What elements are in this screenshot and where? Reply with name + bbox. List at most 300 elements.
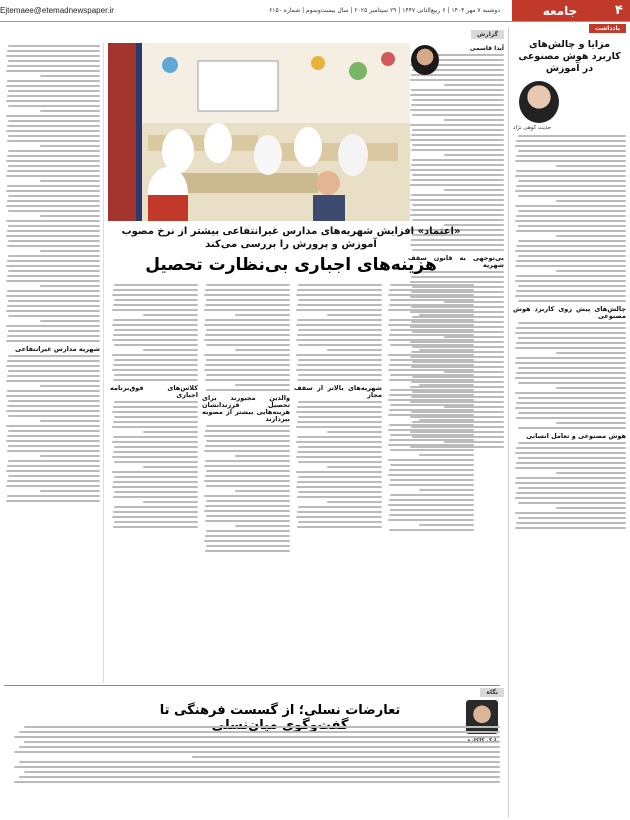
text-line: [327, 466, 382, 468]
text-line: [296, 441, 382, 443]
section-email[interactable]: Ejtemaee@etemadnewspaper.ir: [0, 6, 114, 15]
text-line: [7, 125, 100, 127]
text-line: [389, 394, 474, 396]
text-line: [8, 415, 100, 417]
text-line: [6, 100, 100, 102]
text-line: [516, 477, 626, 479]
text-line: [298, 284, 382, 286]
text-line: [388, 444, 474, 446]
text-line: [40, 420, 100, 422]
text-line: [7, 375, 100, 377]
text-line: [205, 535, 290, 537]
text-line: [205, 475, 290, 477]
text-line: [298, 461, 382, 463]
text-line: [204, 495, 290, 497]
text-line: [515, 482, 626, 484]
text-line: [6, 175, 100, 177]
text-line: [296, 471, 382, 473]
text-line: [6, 365, 100, 367]
text-line: [410, 199, 504, 201]
text-line: [296, 339, 382, 341]
text-line: [206, 515, 290, 517]
text-line: [518, 457, 626, 459]
text-line: [515, 392, 626, 394]
text-line: [112, 471, 198, 473]
text-line: [113, 451, 198, 453]
text-line: [112, 354, 198, 356]
text-line: [113, 406, 198, 408]
text-line: [14, 781, 500, 783]
text-line: [297, 334, 382, 336]
text-line: [297, 511, 382, 513]
text-line: [204, 324, 290, 326]
text-line: [410, 94, 504, 96]
text-line: [7, 260, 100, 262]
text-line: [7, 230, 100, 232]
text-line: [113, 436, 198, 438]
text-line: [206, 530, 290, 532]
report-body-f: [294, 401, 382, 528]
text-line: [515, 250, 626, 252]
text-line: [40, 215, 100, 217]
author-avatar: [519, 81, 559, 123]
text-line: [206, 389, 290, 391]
text-line: [6, 55, 100, 57]
text-line: [6, 220, 100, 222]
text-line: [296, 354, 382, 356]
text-line: [114, 284, 198, 286]
text-line: [14, 766, 500, 768]
text-line: [204, 294, 290, 296]
text-line: [411, 89, 504, 91]
text-line: [297, 496, 382, 498]
text-line: [205, 319, 290, 321]
text-line: [410, 139, 504, 141]
text-line: [8, 330, 100, 332]
text-line: [327, 431, 382, 433]
text-line: [518, 135, 626, 137]
text-line: [114, 359, 198, 361]
text-line: [518, 502, 626, 504]
text-line: [516, 447, 626, 449]
text-line: [389, 304, 474, 306]
text-line: [516, 170, 626, 172]
text-line: [410, 79, 504, 81]
text-line: [7, 435, 100, 437]
text-line: [518, 397, 626, 399]
text-line: [516, 417, 626, 419]
text-line: [235, 525, 290, 527]
report-col-1: [110, 282, 198, 682]
text-line: [204, 339, 290, 341]
text-line: [235, 490, 290, 492]
text-line: [8, 45, 100, 47]
text-line: [518, 285, 626, 287]
text-line: [518, 180, 626, 182]
text-line: [205, 379, 290, 381]
report-body-a: [110, 284, 198, 381]
text-line: [516, 342, 626, 344]
text-line: [419, 419, 474, 421]
text-line: [556, 387, 626, 389]
text-line: [114, 461, 198, 463]
text-line: [8, 355, 100, 357]
text-line: [112, 369, 198, 371]
text-line: [297, 436, 382, 438]
text-line: [411, 164, 504, 166]
report-headline: هزینه‌های اجباری بی‌نظارت تحصیل: [145, 255, 437, 275]
text-line: [8, 400, 100, 402]
report-body-e: [294, 284, 382, 381]
text-line: [7, 465, 100, 467]
text-line: [518, 150, 626, 152]
opinion-author: حدیث کوهی نژاد: [513, 125, 552, 131]
text-line: [112, 426, 198, 428]
text-line: [516, 275, 626, 277]
text-line: [204, 480, 290, 482]
text-line: [6, 205, 100, 207]
text-line: [515, 175, 626, 177]
text-line: [412, 204, 504, 206]
text-line: [7, 245, 100, 247]
text-line: [298, 299, 382, 301]
text-line: [516, 245, 626, 247]
text-line: [6, 485, 100, 487]
text-line: [7, 95, 100, 97]
opinion-body-2: [513, 322, 626, 429]
text-line: [114, 401, 198, 403]
text-line: [8, 255, 100, 257]
text-line: [7, 305, 100, 307]
text-line: [112, 339, 198, 341]
text-line: [516, 462, 626, 464]
text-line: [516, 357, 626, 359]
text-line: [19, 731, 500, 733]
text-line: [516, 140, 626, 142]
text-line: [419, 489, 474, 491]
report-left-body: [4, 45, 100, 342]
text-line: [8, 270, 100, 272]
text-line: [7, 335, 100, 337]
text-line: [112, 516, 198, 518]
text-line: [114, 476, 198, 478]
text-line: [297, 364, 382, 366]
text-line: [7, 495, 100, 497]
text-line: [388, 474, 474, 476]
text-line: [6, 85, 100, 87]
text-line: [518, 367, 626, 369]
text-line: [412, 144, 504, 146]
text-line: [388, 309, 474, 311]
text-line: [6, 500, 100, 502]
report-left-body-2: [4, 355, 100, 502]
text-line: [112, 309, 198, 311]
text-line: [297, 304, 382, 306]
text-line: [8, 60, 100, 62]
text-line: [388, 354, 474, 356]
text-line: [518, 210, 626, 212]
text-line: [412, 129, 504, 131]
text-line: [388, 294, 474, 296]
text-line: [205, 520, 290, 522]
text-line: [206, 470, 290, 472]
text-line: [235, 455, 290, 457]
text-line: [114, 446, 198, 448]
text-line: [515, 452, 626, 454]
text-line: [113, 334, 198, 336]
text-line: [206, 545, 290, 547]
text-line: [388, 429, 474, 431]
opinion-body-3: [513, 442, 626, 529]
text-line: [143, 431, 198, 433]
text-line: [204, 510, 290, 512]
text-line: [518, 195, 626, 197]
text-line: [389, 529, 474, 531]
text-line: [516, 260, 626, 262]
text-line: [6, 340, 100, 342]
text-line: [7, 140, 100, 142]
report-body-b: [110, 401, 198, 528]
text-line: [390, 434, 474, 436]
text-line: [204, 540, 290, 542]
text-line: [24, 771, 500, 773]
text-line: [8, 315, 100, 317]
text-line: [24, 726, 500, 728]
text-line: [114, 374, 198, 376]
text-line: [515, 362, 626, 364]
text-line: [143, 466, 198, 468]
text-line: [40, 250, 100, 252]
text-line: [112, 486, 198, 488]
opinion-subhead-1: چالش‌های پیش روی کاربرد هوش مصنوعی: [513, 305, 626, 320]
classroom-photo: [108, 43, 410, 221]
text-line: [6, 425, 100, 427]
text-line: [40, 110, 100, 112]
text-line: [390, 284, 474, 286]
text-line: [515, 347, 626, 349]
text-line: [556, 165, 626, 167]
text-line: [516, 230, 626, 232]
text-line: [390, 344, 474, 346]
text-line: [388, 519, 474, 521]
text-line: [389, 289, 474, 291]
text-line: [112, 324, 198, 326]
text-line: [419, 349, 474, 351]
text-line: [419, 384, 474, 386]
text-line: [40, 180, 100, 182]
text-line: [205, 505, 290, 507]
text-line: [143, 349, 198, 351]
text-line: [206, 299, 290, 301]
text-line: [7, 80, 100, 82]
text-line: [206, 500, 290, 502]
text-line: [515, 280, 626, 282]
text-line: [114, 299, 198, 301]
text-line: [410, 109, 504, 111]
report-pull-quote: والدین مجبورند برای تحصیل فرزندانشان هزینه‌هایی بیشتر از مصوبه بپردازند: [202, 394, 290, 423]
text-line: [40, 320, 100, 322]
text-line: [556, 270, 626, 272]
text-line: [390, 509, 474, 511]
text-line: [297, 289, 382, 291]
text-line: [205, 445, 290, 447]
text-line: [516, 492, 626, 494]
text-line: [298, 359, 382, 361]
text-line: [6, 280, 100, 282]
text-line: [515, 295, 626, 297]
text-line: [8, 445, 100, 447]
text-line: [6, 410, 100, 412]
text-line: [298, 374, 382, 376]
text-line: [205, 289, 290, 291]
page-header: [0, 0, 630, 22]
text-line: [411, 134, 504, 136]
text-line: [389, 499, 474, 501]
text-line: [516, 402, 626, 404]
text-line: [296, 411, 382, 413]
text-line: [444, 154, 504, 156]
text-line: [8, 370, 100, 372]
text-line: [206, 359, 290, 361]
text-line: [412, 114, 504, 116]
text-line: [419, 524, 474, 526]
report-kicker: «اعتماد» افزایش شهریه‌های مدارس غیرانتفاعی بیشتر از نرخ مصوب آموزش و پرورش را بررسی می‌کند: [121, 226, 461, 250]
text-line: [7, 50, 100, 52]
text-line: [297, 319, 382, 321]
text-line: [7, 360, 100, 362]
text-line: [389, 439, 474, 441]
text-line: [515, 220, 626, 222]
text-line: [327, 501, 382, 503]
text-line: [206, 344, 290, 346]
text-line: [7, 155, 100, 157]
text-line: [518, 487, 626, 489]
section-title: جامعه: [512, 0, 608, 21]
reporter-avatar: [411, 45, 439, 75]
text-line: [8, 460, 100, 462]
text-line: [296, 294, 382, 296]
text-line: [8, 240, 100, 242]
text-line: [412, 159, 504, 161]
report-body-d: [202, 425, 290, 552]
text-line: [8, 135, 100, 137]
text-line: [419, 454, 474, 456]
text-line: [113, 421, 198, 423]
text-line: [7, 450, 100, 452]
report-body-g: [386, 284, 474, 531]
text-line: [6, 395, 100, 397]
text-line: [235, 349, 290, 351]
text-line: [296, 324, 382, 326]
text-line: [388, 459, 474, 461]
text-line: [8, 475, 100, 477]
text-line: [518, 517, 626, 519]
report-col-4: [386, 282, 474, 682]
text-line: [298, 446, 382, 448]
text-line: [515, 512, 626, 514]
text-line: [114, 329, 198, 331]
text-line: [516, 372, 626, 374]
text-line: [205, 334, 290, 336]
text-line: [515, 467, 626, 469]
date-line: دوشنبه ۷ مهر ۱۴۰۴ | ۶ ربیع‌الثانی ۱۴۴۷ | ۲۹ سپتامبر ۲۰۲۵ | سال بیست‌وسوم | شماره ۶۱۵۰: [269, 7, 500, 14]
text-line: [390, 359, 474, 361]
text-line: [516, 290, 626, 292]
text-line: [143, 314, 198, 316]
text-line: [7, 65, 100, 67]
text-line: [206, 425, 290, 427]
text-line: [205, 430, 290, 432]
text-line: [515, 190, 626, 192]
text-line: [205, 304, 290, 306]
text-line: [204, 465, 290, 467]
text-line: [388, 324, 474, 326]
text-line: [298, 476, 382, 478]
text-line: [7, 200, 100, 202]
text-line: [298, 506, 382, 508]
text-line: [8, 430, 100, 432]
text-line: [518, 427, 626, 429]
text-line: [518, 337, 626, 339]
text-line: [410, 214, 504, 216]
text-line: [8, 210, 100, 212]
text-line: [298, 344, 382, 346]
text-line: [516, 522, 626, 524]
text-line: [297, 451, 382, 453]
report-side-body: [408, 54, 504, 251]
text-line: [6, 325, 100, 327]
text-line: [411, 194, 504, 196]
text-line: [390, 404, 474, 406]
text-line: [6, 470, 100, 472]
text-line: [556, 422, 626, 424]
text-line: [7, 170, 100, 172]
text-line: [298, 329, 382, 331]
text-line: [515, 497, 626, 499]
text-line: [297, 421, 382, 423]
report-subhead-4: شهریه مدارس غیرانتفاعی: [15, 345, 100, 353]
text-line: [556, 235, 626, 237]
text-line: [6, 235, 100, 237]
text-line: [113, 526, 198, 528]
text-line: [411, 209, 504, 211]
text-line: [515, 145, 626, 147]
text-line: [410, 124, 504, 126]
text-line: [389, 514, 474, 516]
text-line: [19, 746, 500, 748]
text-line: [518, 255, 626, 257]
text-line: [40, 75, 100, 77]
text-line: [8, 120, 100, 122]
text-line: [113, 481, 198, 483]
text-line: [518, 300, 626, 302]
text-line: [19, 761, 500, 763]
text-line: [390, 449, 474, 451]
text-line: [297, 379, 382, 381]
text-line: [518, 322, 626, 324]
text-line: [389, 484, 474, 486]
text-line: [6, 190, 100, 192]
text-line: [389, 364, 474, 366]
report-body-c: [202, 284, 290, 391]
text-line: [298, 416, 382, 418]
report-col-2: [202, 282, 290, 682]
text-line: [7, 405, 100, 407]
bottom-body: [4, 724, 500, 816]
text-line: [412, 174, 504, 176]
text-line: [515, 407, 626, 409]
text-line: [556, 352, 626, 354]
